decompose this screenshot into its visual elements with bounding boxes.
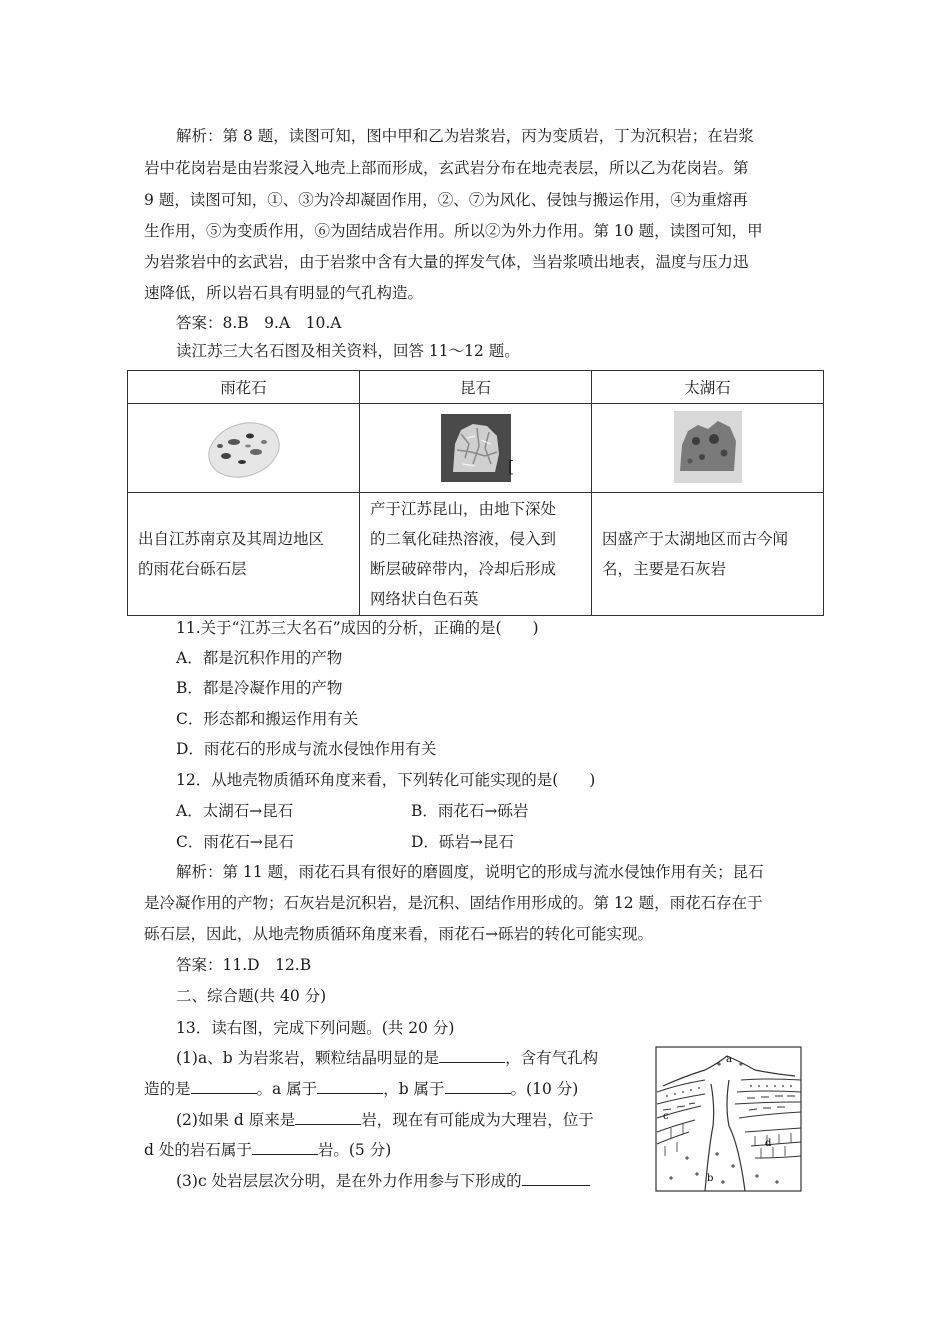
taihu-stone-photo-cell xyxy=(592,404,824,493)
kun-stone-photo-cell xyxy=(360,404,592,493)
answer-line: 答案：8.B 9.A 10.A xyxy=(176,314,342,332)
answer-blank[interactable] xyxy=(295,1110,361,1125)
answer-blank[interactable] xyxy=(445,1079,511,1094)
stones-table xyxy=(127,370,824,616)
table-header-yuhua: 雨花石 xyxy=(128,371,360,404)
figure-label-b: b xyxy=(707,1173,714,1184)
description-line: 名，主要是石灰岩 xyxy=(602,560,727,578)
q11-option-d: D．雨花石的形成与流水侵蚀作用有关 xyxy=(176,740,437,758)
kun-description xyxy=(360,493,592,616)
question-intro: 读江苏三大名石图及相关资料，回答 11～12 题。 xyxy=(176,342,520,360)
q13-part-1a: (1)a、b 为岩浆岩，颗粒结晶明显的是 ，含有气孔构 xyxy=(176,1049,599,1067)
answer-blank[interactable] xyxy=(252,1140,318,1155)
figure-label-d: d xyxy=(765,1138,772,1149)
q13-part-2b: d 处的岩石属于 岩。(5 分) xyxy=(144,1141,392,1159)
analysis-line: 为岩浆岩中的玄武岩，由于岩浆中含有大量的挥发气体，当岩浆喷出地表，温度与压力迅 xyxy=(144,253,749,271)
q12-option-b: B．雨花石→砾岩 xyxy=(411,802,529,820)
analysis-line: 砾石层，因此，从地壳物质循环角度来看，雨花石→砾岩的转化可能实现。 xyxy=(144,925,653,943)
yuhua-description xyxy=(128,493,360,616)
description-line: 出自江苏南京及其周边地区 xyxy=(138,530,325,548)
answer-blank[interactable] xyxy=(191,1079,257,1094)
table-header-kun: 昆石 xyxy=(360,371,592,404)
analysis-line: 解析：第 8 题，读图可知，图中甲和乙为岩浆岩，丙为变质岩，丁为沉积岩；在岩浆 xyxy=(176,127,754,145)
q13-part-3: (3)c 处岩层层次分明，是在外力作用参与下形成的 xyxy=(176,1171,590,1191)
question-11-stem: 11.关于“江苏三大名石”成因的分析，正确的是( ) xyxy=(176,619,539,637)
answer-line: 答案：11.D 12.B xyxy=(176,956,312,974)
analysis-line: 岩中花岗岩是由岩浆浸入地壳上部而形成，玄武岩分布在地壳表层，所以乙为花岗岩。第 xyxy=(144,159,749,177)
question-12-stem: 12．从地壳物质循环角度来看，下列转化可能实现的是( ) xyxy=(176,771,596,789)
analysis-line: 是冷凝作用的产物；石灰岩是沉积岩，是沉积、固结作用形成的。第 12 题，雨花石存在于 xyxy=(144,894,763,912)
q12-option-a: A．太湖石→昆石 xyxy=(176,802,294,820)
description-line: 网络状白色石英 xyxy=(370,590,479,608)
figure-label-c: c xyxy=(663,1111,669,1122)
q11-option-a: A．都是沉积作用的产物 xyxy=(176,649,343,667)
q11-option-b: B．都是冷凝作用的产物 xyxy=(176,679,343,697)
description-line: 断层破碎带内，冷却后形成 xyxy=(370,560,557,578)
description-line: 的雨花台砾石层 xyxy=(138,560,247,578)
taihu-stone-image xyxy=(674,411,742,483)
q13-part-1b: 造的是 。a 属于 ，b 属于 。(10 分) xyxy=(144,1080,579,1098)
q12-option-c: C．雨花石→昆石 xyxy=(176,833,294,851)
q11-option-c: C．形态都和搬运作用有关 xyxy=(176,710,359,728)
taihu-description xyxy=(592,493,824,616)
question-13-stem: 13．读右图，完成下列问题。(共 20 分) xyxy=(176,1019,455,1037)
yuhua-stone-image xyxy=(204,416,284,482)
geology-cross-section-figure xyxy=(655,1046,802,1192)
description-line: 因盛产于太湖地区而古今闻 xyxy=(602,530,789,548)
bracket-mark: [ xyxy=(508,458,515,476)
figure-label-a: a xyxy=(726,1054,732,1065)
answer-blank[interactable] xyxy=(522,1171,590,1186)
description-line: 产于江苏昆山，由地下深处 xyxy=(370,500,557,518)
q13-part-2a: (2)如果 d 原来是 岩，现在有可能成为大理岩，位于 xyxy=(176,1111,594,1129)
answer-blank[interactable] xyxy=(317,1079,383,1094)
kun-stone-image xyxy=(441,414,511,482)
analysis-line: 速降低，所以岩石具有明显的气孔构造。 xyxy=(144,284,424,302)
analysis-line: 解析：第 11 题，雨花石具有很好的磨圆度，说明它的形成与流水侵蚀作用有关；昆石 xyxy=(176,863,764,881)
analysis-line: 生作用，⑤为变质作用，⑥为固结成岩作用。所以②为外力作用。第 10 题，读图可知，甲 xyxy=(144,222,763,240)
answer-blank[interactable] xyxy=(439,1048,505,1063)
yuhua-stone-photo-cell xyxy=(128,404,360,493)
description-line: 的二氧化硅热溶液，侵入到 xyxy=(370,530,557,548)
analysis-line: 9 题，读图可知，①、③为冷却凝固作用，②、⑦为风化、侵蚀与搬运作用，④为重熔再 xyxy=(144,191,748,209)
section-heading: 二、综合题(共 40 分) xyxy=(176,987,327,1005)
table-header-taihu: 太湖石 xyxy=(592,371,824,404)
q12-option-d: D．砾岩→昆石 xyxy=(411,833,514,851)
